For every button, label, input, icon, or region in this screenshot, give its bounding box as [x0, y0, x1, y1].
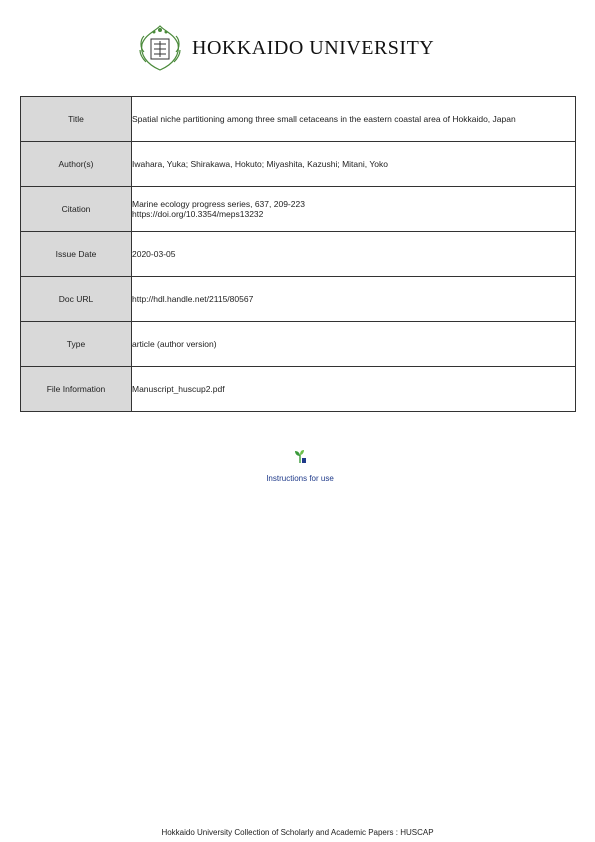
metadata-value [132, 322, 576, 367]
university-name: HOKKAIDO UNIVERSITY [192, 36, 435, 59]
metadata-value [132, 97, 576, 142]
metadata-row [21, 367, 576, 412]
metadata-label: Type [21, 322, 132, 367]
hokkaido-university-seal-icon [136, 22, 184, 74]
metadata-value-line: article (author version) [132, 339, 217, 349]
metadata-value [132, 187, 576, 232]
item-metadata-table [20, 96, 576, 412]
metadata-label: File Information [21, 367, 132, 412]
metadata-label: Issue Date [21, 232, 132, 277]
metadata-value-line: Marine ecology progress series, 637, 209-223 [132, 199, 305, 209]
metadata-row [21, 232, 576, 277]
metadata-row [21, 187, 576, 232]
metadata-label: Author(s) [21, 142, 132, 187]
metadata-label: Citation [21, 187, 132, 232]
metadata-value [132, 367, 576, 412]
huscap-sprout-icon [293, 448, 307, 464]
page-header [136, 22, 466, 74]
metadata-label: Title [21, 97, 132, 142]
metadata-value-line: Spatial niche partitioning among three small cetaceans in the eastern coastal area of Hokkaido, Japan [132, 114, 516, 124]
metadata-row [21, 277, 576, 322]
metadata-label: Doc URL [21, 277, 132, 322]
instructions-for-use-link[interactable]: Instructions for use [266, 474, 334, 483]
metadata-value [132, 142, 576, 187]
metadata-value-line[interactable]: http://hdl.handle.net/2115/80567 [132, 294, 254, 304]
metadata-value-line: 2020-03-05 [132, 249, 176, 259]
page-footer: Hokkaido University Collection of Scholarly and Academic Papers : HUSCAP [161, 828, 434, 837]
metadata-value-line: Manuscript_huscup2.pdf [132, 384, 225, 394]
metadata-value-line[interactable]: https://doi.org/10.3354/meps13232 [132, 209, 264, 219]
metadata-value [132, 277, 576, 322]
metadata-value-line: Iwahara, Yuka; Shirakawa, Hokuto; Miyashita, Kazushi; Mitani, Yoko [132, 159, 388, 169]
metadata-value [132, 232, 576, 277]
metadata-row [21, 142, 576, 187]
metadata-row [21, 97, 576, 142]
instructions-section [250, 448, 350, 486]
metadata-row [21, 322, 576, 367]
